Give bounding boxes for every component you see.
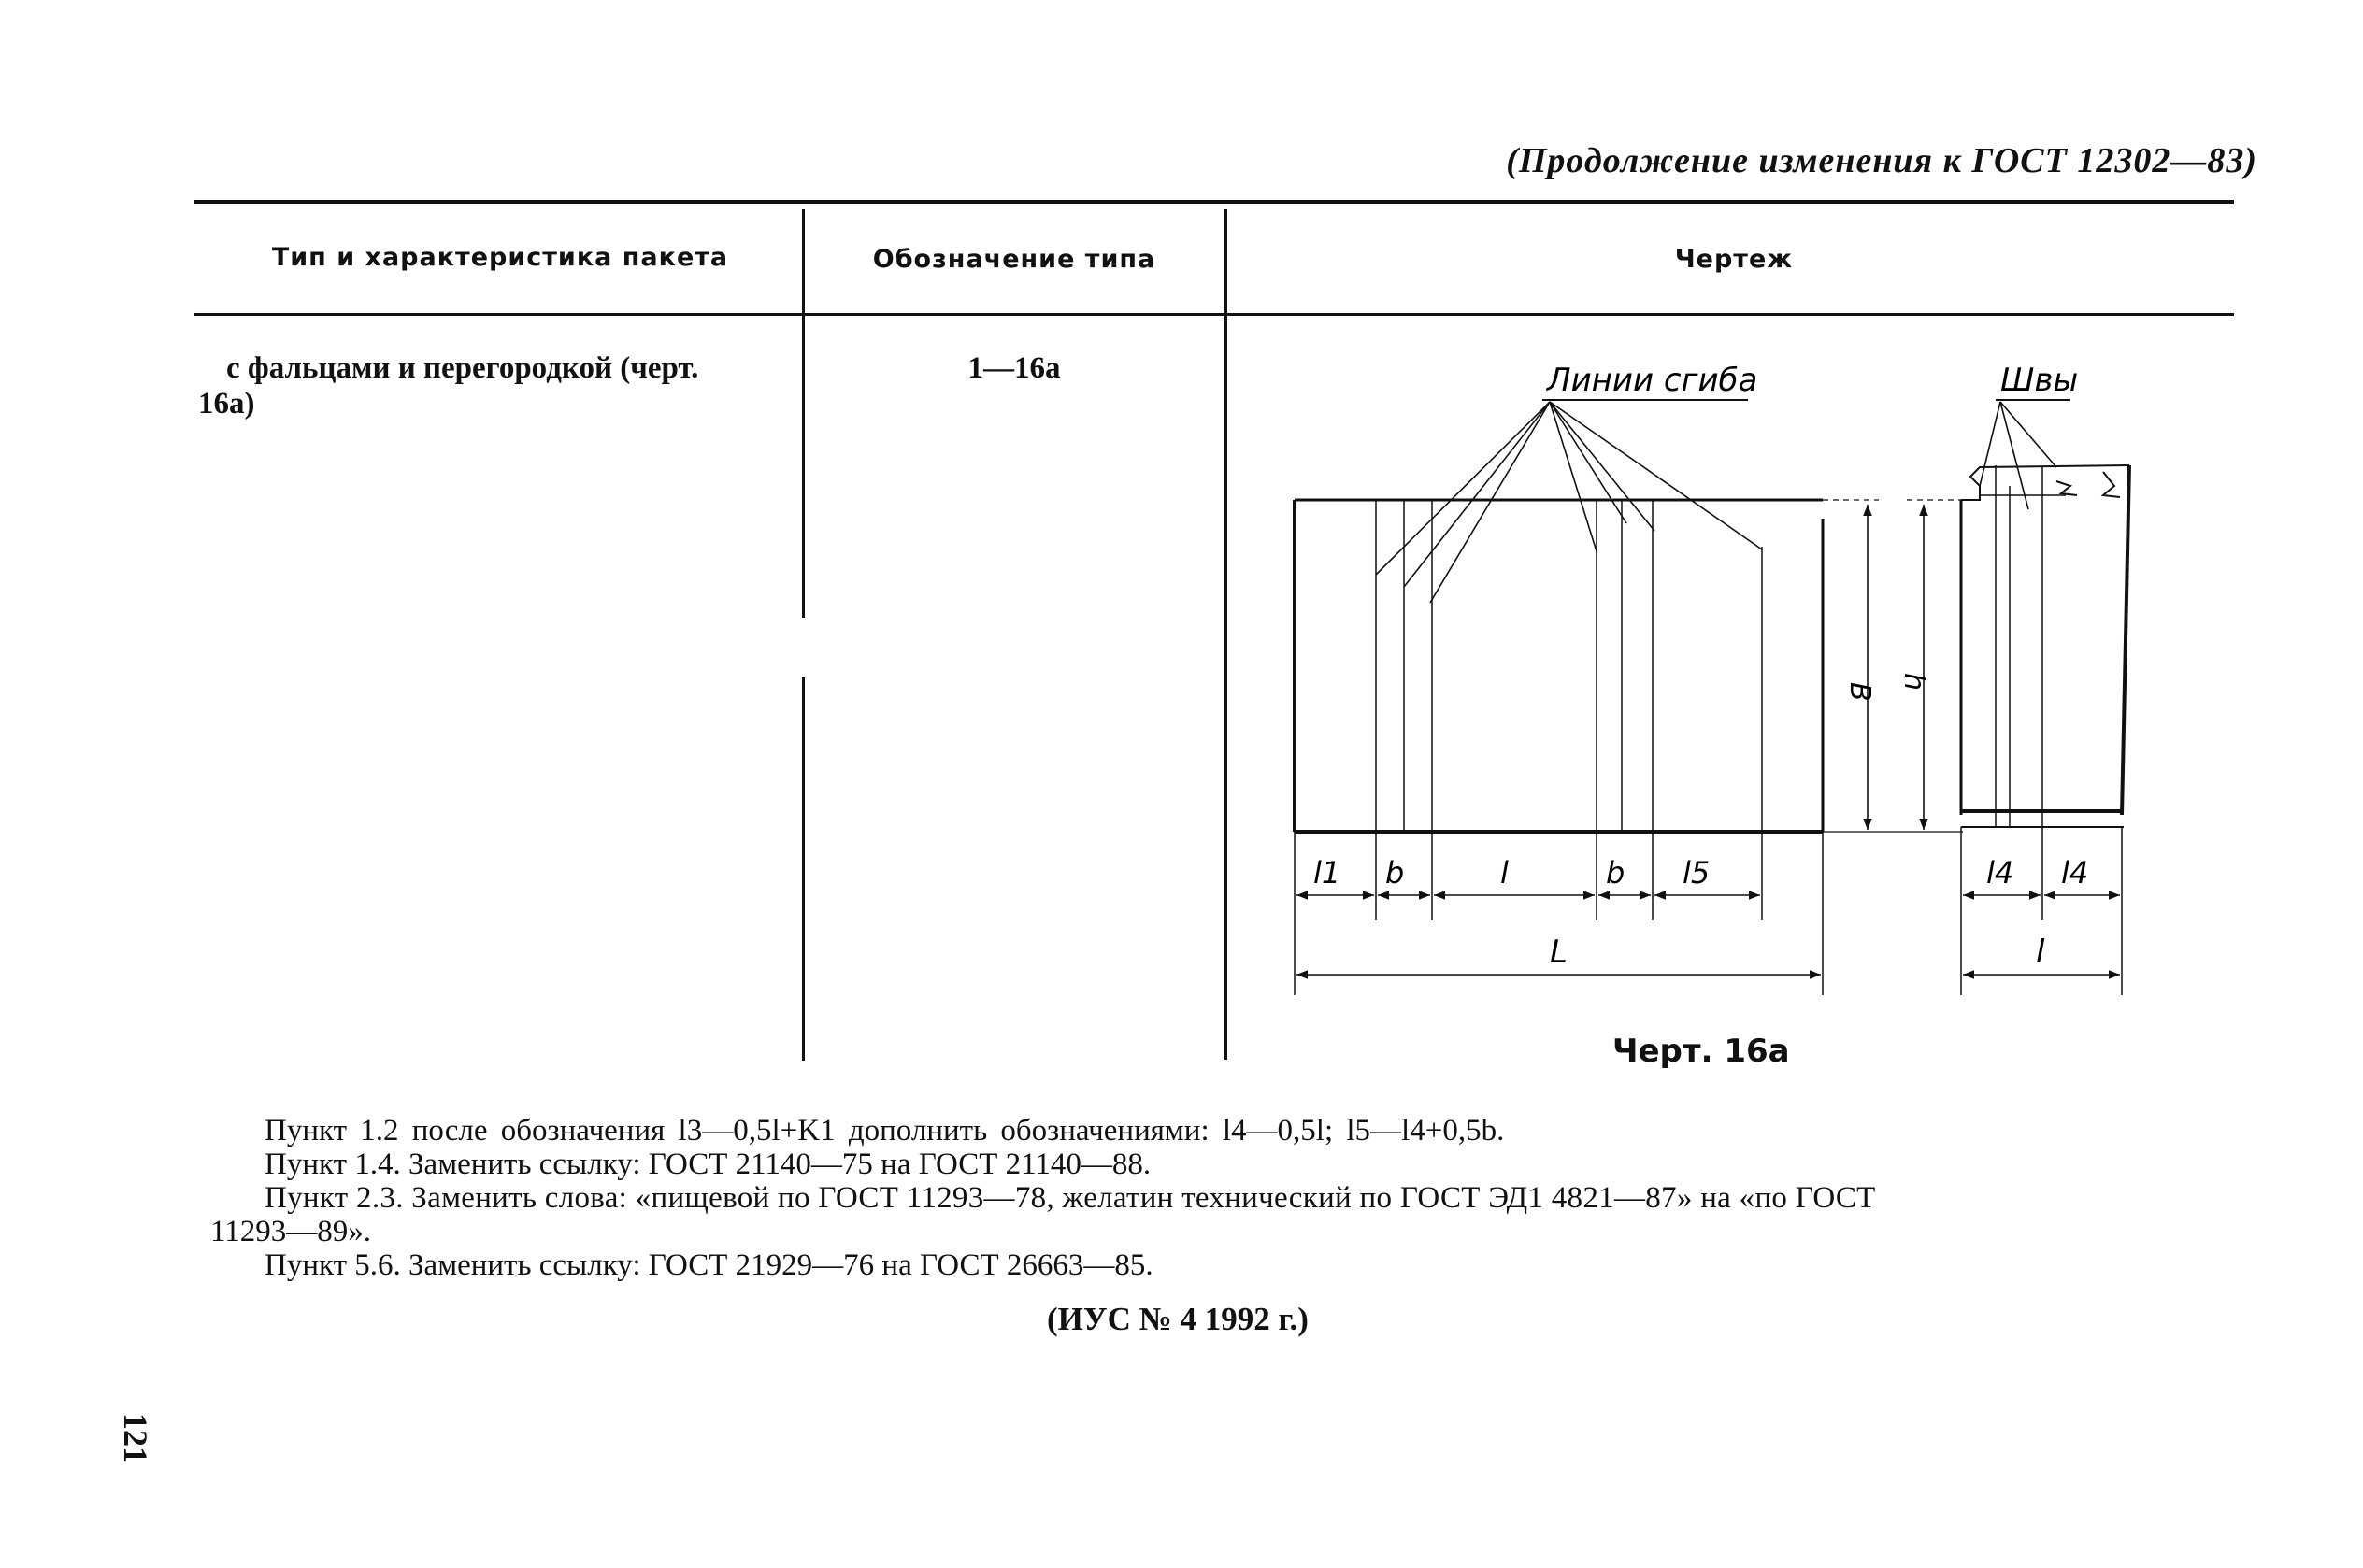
row-description [198,350,801,421]
dim-h: h [1898,673,1930,691]
side-view [1961,465,2129,995]
column-header-code: Обозначение типа [872,245,1156,274]
column-divider-2 [1224,209,1227,1060]
column-divider-1-lower [802,677,805,1061]
dim-l-side: l [2036,934,2045,971]
continuation-note: (Продолжение изменения к ГОСТ 12302—83) [1506,141,2257,180]
amendment-text [210,1114,2239,1282]
row-description-line2: 16а) [198,387,255,421]
seam-leader-lines [1980,402,2056,509]
page-number: 121 [117,1413,154,1463]
dim-B: B [1843,682,1876,702]
dim-l1: l1 [1313,855,1341,891]
dim-b-right: b [1606,855,1625,891]
table-header-rule [194,313,2234,316]
fold-leader-lines [1376,402,1762,603]
dim-l-center: l [1500,855,1509,891]
column-header-drawing: Чертеж [1674,245,1794,274]
paragraph-2: Пункт 1.4. Заменить ссылку: ГОСТ 21140—75 на ГОСТ 21140—88. [265,1147,1152,1181]
row-type-code: 1—16а [967,351,1061,385]
drawing-16a [1234,346,2243,1009]
paragraph-4: Пункт 5.6. Заменить ссылку: ГОСТ 21929—76 на ГОСТ 26663—85. [265,1248,1153,1282]
row-description-line1: с фальцами и перегородкой (черт. [226,351,699,385]
dim-b-left: b [1385,855,1405,891]
drawing-caption: Черт. 16а [1612,1033,1790,1070]
dim-l4-left: l4 [1986,855,2014,891]
paragraph-3-line1: Пункт 2.3. Заменить слова: «пищевой по ГОСТ 11293—78, желатин технический по ГОСТ ЭД1 4821—87» на «по ГОСТ [265,1181,1876,1215]
column-divider-1 [802,209,805,618]
ius-reference: (ИУС № 4 1992 г.) [1047,1301,1309,1337]
paragraph-3-line2: 11293—89». [210,1215,372,1248]
label-fold-lines: Линии сгиба [1547,362,1758,399]
dim-L: L [1550,934,1568,971]
dimension-vertical [1868,505,1924,830]
paragraph-1: Пункт 1.2 после обозначения l3—0,5l+K1 дополнить обозначениями: l4—0,5l; l5—l4+0,5b. [265,1114,1505,1147]
dim-l4-right: l4 [2061,855,2089,891]
table-top-rule [194,200,2234,204]
column-header-type: Тип и характеристика пакета [271,243,729,272]
label-seams: Швы [2000,362,2079,399]
dim-l5: l5 [1683,855,1711,891]
flat-blank [1295,500,1963,995]
